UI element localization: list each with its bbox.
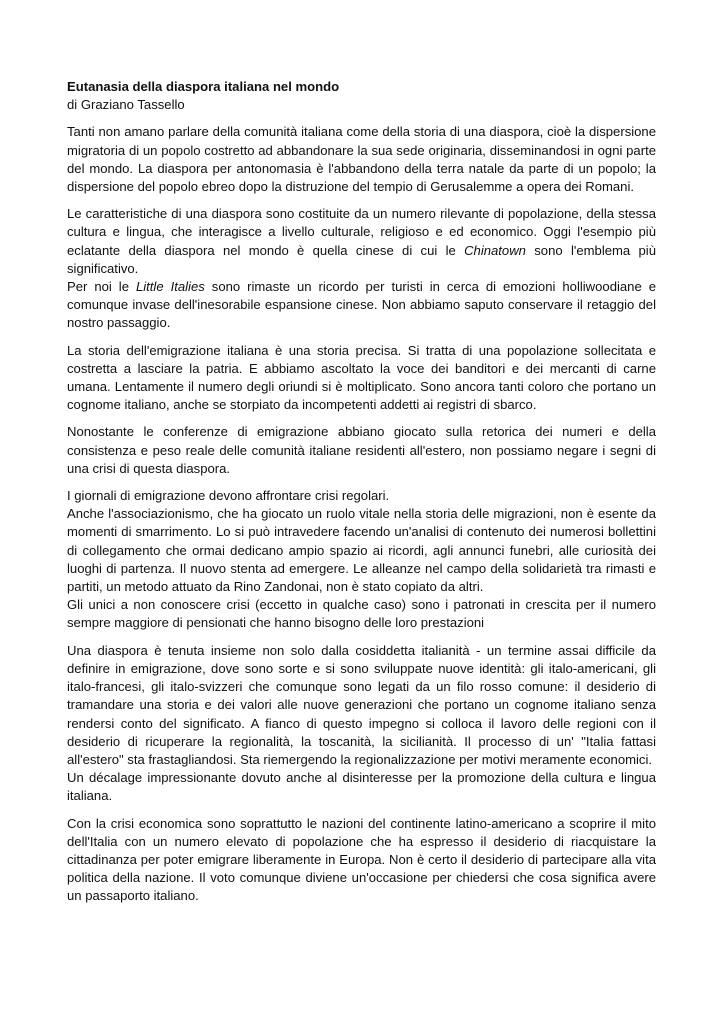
paragraph-4: La storia dell'emigrazione italiana è una storia precisa. Si tratta di una popolazione sollecitata e costretta a lasciare la patria. E abbiamo ascoltato la voce dei banditori e dei mercanti di carne umana. Lentamente il numero degli oriundi si è moltiplicato. Sono ancora tanti coloro che portano un cognome italiano, anche se storpiato da incompetenti addetti ai registri di sbarco. (67, 342, 656, 413)
paragraph-10: Un décalage impressionante dovuto anche al disinteresse per la promozione della cultura e lingua italiana. (67, 770, 656, 804)
paragraph-9: Una diaspora è tenuta insieme non solo dalla cosiddetta italianità - un termine assai difficile da definire in emigrazione, dove sono sorte e si sono sviluppate nuove identità: gli italo-americani, gli italo-francesi, gli italo-svizzeri che comunque sono legati da un filo rosso comune: il desiderio di tramandare una storia e dei valori alle nuove generazioni che portano un cognome italiano senza rendersi conto del significato. A fianco di questo impegno si colloca il lavoro delle regioni con il desiderio di ricuperare la regionalità, la toscanità, la sicilianità. Il processo di un' "Italia fattasi all'estero" sta frastagliandosi. Sta riemergendo la regionalizzazione per motivi meramente economici. (67, 642, 656, 767)
document-title: Eutanasia della diaspora italiana nel mondo (67, 79, 340, 94)
paragraph-2-italic: Chinatown (464, 242, 526, 258)
paragraph-3-text-b: sono rimaste un ricordo per turisti in cerca di emozioni holliwoodiane e comunque invase dell'inesorabile espansione cinese. Non abbiamo saputo conservare il retaggio del nostro passaggio. (67, 279, 656, 331)
paragraph-2-text-b: sono l'emblema più significativo. (67, 242, 656, 276)
paragraph-2 (67, 205, 656, 278)
document-author: di Graziano Tassello (67, 97, 185, 113)
paragraph-7: Anche l'associazionismo, che ha giocato un ruolo vitale nella storia delle migrazioni, non è esente da momenti di smarrimento. Lo si può intravedere facendo un'analisi di contenuto dei numerosi bollettini di collegamento che ormai dedicano ampio spazio ai ricordi, agli annunci funebri, alle curiosità dei luoghi di partenza. Il nuovo stenta ad emergere. Le alleanze nel campo della solidarietà tra rimasti e partiti, un metodo attuato da Rino Zandonai, non è stato copiato da altri. (67, 506, 656, 595)
paragraph-3-text-a: Per noi le (67, 279, 136, 295)
document-page (67, 78, 656, 915)
paragraph-8: Gli unici a non conoscere crisi (eccetto in qualche caso) sono i patronati in crescita per il numero sempre maggiore di pensionati che hanno bisogno delle loro prestazioni (67, 597, 656, 631)
paragraph-5: Nonostante le conferenze di emigrazione abbiano giocato sulla retorica dei numeri e della consistenza e peso reale delle comunità italiane residenti all'estero, non possiamo negare i segni di una crisi di questa diaspora. (67, 424, 656, 476)
paragraph-1: Tanti non amano parlare della comunità italiana come della storia di una diaspora, cioè la dispersione migratoria di un popolo costretto ad abbandonare la sua sede originaria, disseminandosi in ogni parte del mondo. La diaspora per antonomasia è l'abbandono della terra natale da parte di un popolo; la dispersione del popolo ebreo dopo la distruzione del tempio di Gerusalemme a opera dei Romani. (67, 124, 656, 195)
paragraph-2-text-a: Le caratteristiche di una diaspora sono costituite da un numero rilevante di popolazione, della stessa cultura e lingua, che interagisce a livello culturale, religioso e ed economico. Oggi l'esempio più eclatante della diaspora nel mondo è quella cinese di cui le (67, 206, 656, 258)
paragraph-6: I giornali di emigrazione devono affrontare crisi regolari. (67, 488, 390, 504)
paragraph-11: Con la crisi economica sono soprattutto le nazioni del continente latino-americano a scoprire il mito dell'Italia con un numero elevato di popolazione che ha espresso il desiderio di riacquistare la cittadinanza per poter emigrare liberamente in Europa. Non è certo il desiderio di partecipare alla vita politica della nazione. Il voto comunque diviene un'occasione per chiedersi che cosa significa avere un passaporto italiano. (67, 815, 656, 904)
paragraph-3 (67, 278, 656, 333)
paragraph-3-italic: Little Italies (135, 279, 205, 295)
